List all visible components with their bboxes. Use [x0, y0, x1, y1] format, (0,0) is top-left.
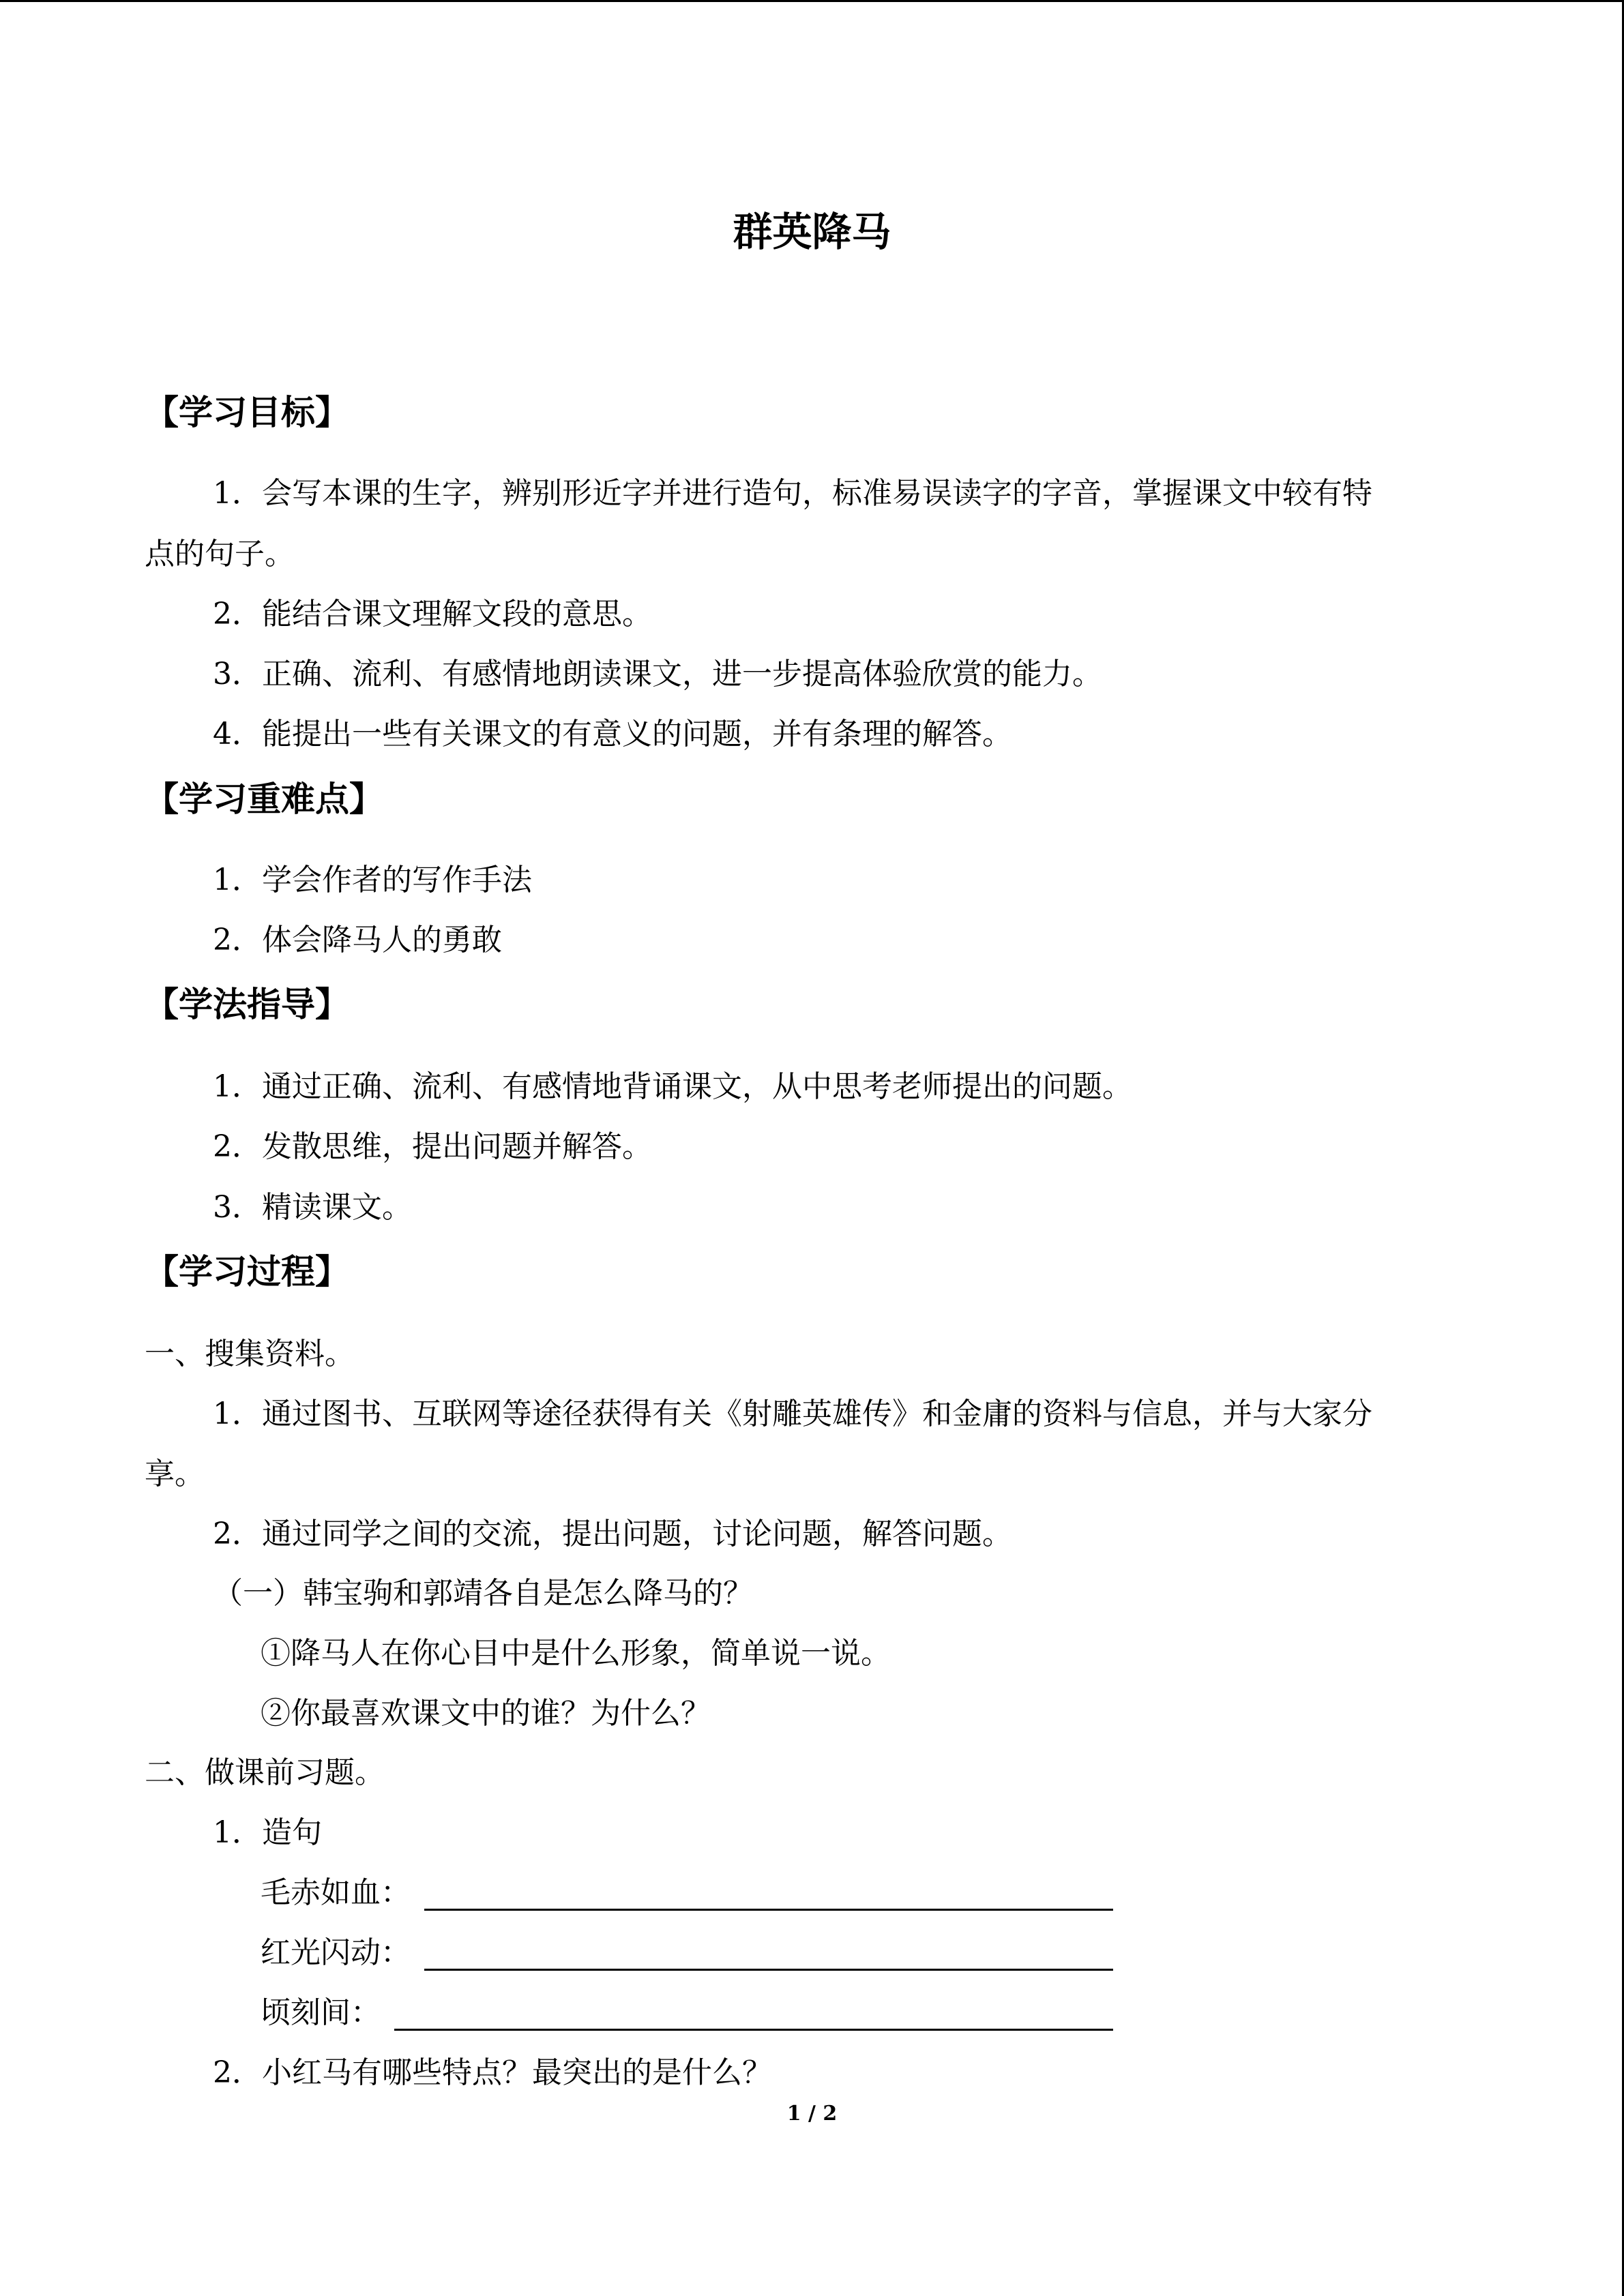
goal-item-1-cont: 点的句子。	[145, 537, 295, 571]
exercise-1-title: 1．造句	[213, 1815, 322, 1850]
process-part1-item2: 2．通过同学之间的交流，提出问题，讨论问题，解答问题。	[213, 1517, 1012, 1551]
heading-process: 【学习过程】	[145, 1252, 349, 1292]
key-point-1: 1．学会作者的写作手法	[213, 863, 532, 897]
process-part1-title: 一、搜集资料。	[145, 1337, 355, 1371]
goal-item-4: 4．能提出一些有关课文的有意义的问题，并有条理的解答。	[213, 717, 1012, 751]
heading-method: 【学法指导】	[145, 985, 349, 1024]
method-item-1: 1．通过正确、流利、有感情地背诵课文，从中思考老师提出的问题。	[213, 1069, 1132, 1104]
answer-blank-2[interactable]	[424, 1969, 1113, 1971]
exercise-1-word-3: 顷刻间：	[261, 1995, 381, 2030]
key-point-2: 2．体会降马人的勇敢	[213, 923, 502, 957]
heading-goals: 【学习目标】	[145, 393, 349, 432]
process-part1-item1-cont: 享。	[145, 1457, 205, 1491]
process-sub1-q2: ②你最喜欢课文中的谁？为什么？	[261, 1696, 711, 1731]
process-part1-item1: 1．通过图书、互联网等途径获得有关《射雕英雄传》和金庸的资料与信息，并与大家分	[213, 1397, 1372, 1431]
exercise-2-title: 2．小红马有哪些特点？最突出的是什么？	[213, 2055, 772, 2090]
page-title: 群英降马	[733, 209, 891, 255]
top-border	[0, 0, 1624, 2]
answer-blank-3[interactable]	[394, 2029, 1113, 2031]
method-item-3: 3．精读课文。	[213, 1190, 412, 1225]
page-number: 1 / 2	[786, 2102, 838, 2126]
answer-blank-1[interactable]	[424, 1909, 1113, 1911]
process-sub1: （一）韩宝驹和郭靖各自是怎么降马的？	[213, 1576, 753, 1611]
goal-item-3: 3．正确、流利、有感情地朗读课文，进一步提高体验欣赏的能力。	[213, 657, 1102, 691]
exercise-1-word-2: 红光闪动：	[261, 1935, 411, 1970]
heading-key-points: 【学习重难点】	[145, 779, 383, 819]
exercise-1-word-1: 毛赤如血：	[261, 1875, 411, 1910]
process-part2-title: 二、做课前习题。	[145, 1755, 385, 1790]
goal-item-2: 2．能结合课文理解文段的意思。	[213, 597, 652, 631]
process-sub1-q1: ①降马人在你心目中是什么形象，简单说一说。	[261, 1636, 891, 1671]
goal-item-1: 1．会写本课的生字，辨别形近字并进行造句，标准易误读字的字音，掌握课文中较有特	[213, 476, 1372, 511]
method-item-2: 2．发散思维，提出问题并解答。	[213, 1129, 652, 1164]
